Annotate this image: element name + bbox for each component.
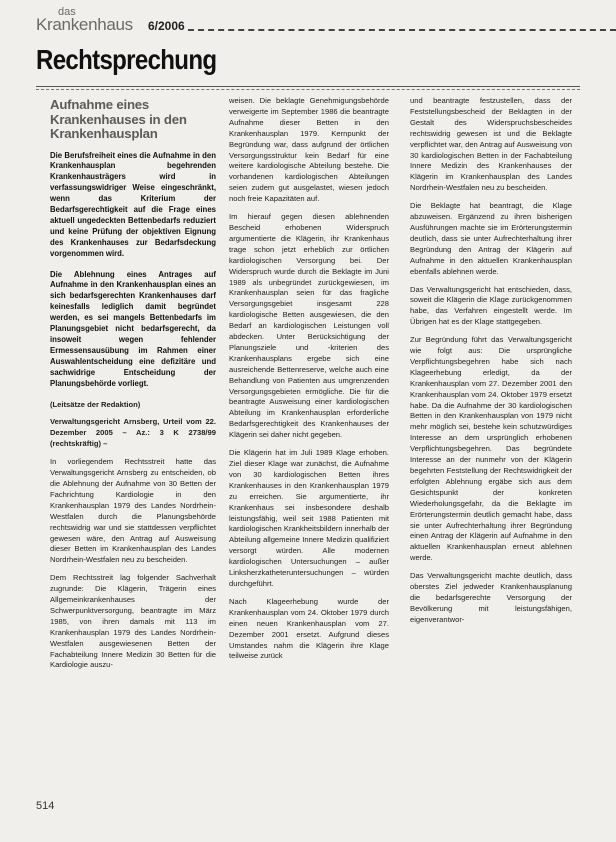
paragraph: Die Klägerin hat im Juli 1989 Klage erhoben. Ziel dieser Klage war zunächst, die Aufnahme von 30 kardiologischen Betten ihres Krankenhauses in den Krankenhausplan 1979 zu erreichen. Sie argumentierte, ihr Krankenhaus sei insbesondere deshalb leistungsfähig, weil seit 1988 Patienten mit kardiologischen Krankheitsbildern innerhalb der Abteilung allgemeine Innere Medizin qualifiziert versorgt würden. Alle modernen kardiologischen Untersuchungen – außer Linksherzkatheteruntersuchungen – würden durchgeführt. <box>229 448 389 588</box>
paragraph: Zur Begründung führt das Verwaltungsgericht wie folgt aus: Die ursprüngliche Verpflichtungsbegehren habe sich nach Klageerhebung erledigt, da der Krankenhausplan vom 27. Dezember 2001 den Krankenhausplan vom 24. Oktober 1979 ersetzt habe. Da die Aufnahme der 30 kardiologischen Betten in den Krankenhausplan von 1979 nicht mehr möglich sei, bestehe kein schutzwürdiges Interesse an dem ursprünglich erhobenen Verpflichtungsbegehren. Das begründete Interesse an der nunmehr von der Klägerin begehrten Feststellung der Rechtswidrigkeit der erfolgten Ablehnung ergäbe sich aus dem Gesichtspunkt der konkreten Wiederholungsgefahr, da die Beklagte im Erörterungstermin deutlich gemacht habe, dass sie unter Aufrechterhaltung ihrer Begründung einen Antrag der Klägerin auf Aufnahme in den aktuellen Krankenhausplan erneut ablehnen werde. <box>410 335 572 563</box>
editorial-note: (Leitsätze der Redaktion) <box>50 399 141 409</box>
masthead <box>36 6 596 38</box>
rubric-rule <box>36 86 580 87</box>
logo-das: das <box>58 6 76 18</box>
headnote-1: Die Berufsfreiheit eines die Aufnahme in den Krankenhausplan begehrenden Krankenhausträgers wird in verfassungswidriger Weise eingeschränkt, wenn das Kriterium der Bedarfsgerechtigkeit auf die Frage eines aktuell ungedeckten Bettenbedarfs reduziert und keine Prüfung der objektiven Eignung des Krankenhauses zur Bedarfsdeckung vorgenommen wird. <box>50 150 216 258</box>
paragraph: Dem Rechtsstreit lag folgender Sachverhalt zugrunde: Die Klägerin, Trägerin eines Allgemeinkrankenhauses der Schwerpunktversorgung, beantragte im März 1985, von ihren damals mit 113 im Krankenhausplan 1979 des Landes Nordrhein-Westfalen ausgewiesenen Betten der Fachabteilung Innere Medizin 30 Betten für die Kardiologie auszu- <box>50 573 216 670</box>
logo-krankenhaus: Krankenhaus <box>36 15 133 34</box>
court-citation: Verwaltungsgericht Arnsberg, Urteil vom 22. Dezember 2005 – Az.: 3 K 2738/99 (rechtskräftig) – <box>50 417 216 449</box>
column-1 <box>50 96 216 678</box>
section-rubric: Rechtsprechung <box>36 44 217 75</box>
paragraph: Die Beklagte hat beantragt, die Klage abzuweisen. Ergänzend zu ihren bisherigen Ausführungen machte sie im Erörterungstermin deutlich, dass sie unter Aufrechterhaltung ihrer Begründung den Antrag der Klägerin auf Aufnahme in den aktuellen Krankenhausplan ebenfalls ablehnen werde. <box>410 201 572 276</box>
header-dashed-rule <box>188 29 616 31</box>
paragraph: In vorliegendem Rechtsstreit hatte das Verwaltungsgericht Arnsberg zu entscheiden, ob die Ablehnung der Aufnahme von 30 Betten der Fachrichtung Kardiologie in den Krankenhausplan 1979 des Landes Nordrhein-Westfalen durch die Planungsbehörde rechtswidrig war und sie stattdessen verpflichtet gewesen wäre, den Antrag auf Ausweisung dieser Betten im Krankenhausplan des Landes Nordrhein-Westfalen neu zu bescheiden. <box>50 457 216 565</box>
paragraph: Im hierauf gegen diesen ablehnenden Bescheid erhobenen Widerspruch argumentierte die Klägerin, ihr Krankenhaus trage schon jetzt erheblich zur örtlichen kardiologischen Versorgung bei. Der Widerspruch wurde durch die Beklagte im Juni 1989 als unbegründet zurückgewiesen, im Krankenhausplan seien für das fragliche Versorgungsgebiet insgesamt 228 kardiologische Betten ausgewiesen, die den Bedarf an kardiologischen Leistungen voll abdecken. Unter Berücksichtigung der Planungsziele und -kriterien des Krankenhausplans ergebe sich eine ausreichende Bettenreserve, welche auch eine Behandlung von Patienten aus umgrenzenden Versorgungsgebieten ermögliche. Die für die beantragte Ausweisung einer kardiologischen Abteilung im Krankenhausplan erforderliche Bedarfsgerechtigkeit des Krankenhauses der Klägerin sei daher nicht gegeben. <box>229 212 389 440</box>
issue-number: 6/2006 <box>148 19 185 33</box>
headnote-2: Die Ablehnung eines Antrages auf Aufnahme in den Krankenhausplan eines an sich bedarfsgerechten Krankenhauses darf keinesfalls lediglich damit begründet werden, es sei mangels Bettenbedarfs im Planungsgebiet nicht bedarfsgerecht, da insoweit wegen fehlender Ermessensausübung im Rahmen einer Auswahlentscheidung eine defizitäre und sachwidrige Entscheidung der Planungsbehörde vorliegt. <box>50 269 216 388</box>
paragraph: Das Verwaltungsgericht machte deutlich, dass oberstes Ziel jedweder Krankenhausplanung die bedarfsgerechte Versorgung der Bevölkerung mit leistungsfähigen, eigenverantwor- <box>410 571 572 624</box>
paragraph: und beantragte festzustellen, dass der Feststellungsbescheid der Beklagten in der Gestalt des Widerspruchsbescheides rechtswidrig gewesen ist und die Beklagte verpflichtet war, den Antrag auf Ausweisung von 30 kardiologischen Betten in der Fachabteilung Innere Medizin des Krankenhauses der Klägerin im Krankenhausplan des Landes Nordrhein-Westfalen neu zu bescheiden. <box>410 96 572 193</box>
rubric-dashed-rule <box>36 89 580 90</box>
paragraph: weisen. Die beklagte Genehmigungsbehörde verweigerte im September 1986 die beantragte Aufnahme dieser Betten in den Krankenhausplan 1979. Kernpunkt der Begründung war, dass aufgrund der örtlichen Versorgungsstruktur kein Bedarf für eine weitere kardiologische Abteilung bestehe. Die vorhandenen kardiologischen Abteilungen seien zudem gut ausgelastet, wiesen jedoch noch freie Kapazitäten auf. <box>229 96 389 204</box>
column-3 <box>410 96 572 633</box>
paragraph: Das Verwaltungsgericht hat entschieden, dass, soweit die Klägerin die Klage zurückgenommen habe, das Verfahren eingestellt werde. Im Übrigen hat es der Klage stattgegeben. <box>410 284 572 327</box>
paragraph: Nach Klageerhebung wurde der Krankenhausplan vom 24. Oktober 1979 durch einen neuen Krankenhausplan vom 27. Dezember 2001 ersetzt. Aufgrund dieses Umstandes nahm die Klägerin ihre Klage teilweise zurück <box>229 596 389 661</box>
article-title: Aufnahme eines Krankenhauses in den Krankenhausplan <box>50 97 187 141</box>
page-number: 514 <box>36 800 55 812</box>
column-2 <box>229 96 389 669</box>
